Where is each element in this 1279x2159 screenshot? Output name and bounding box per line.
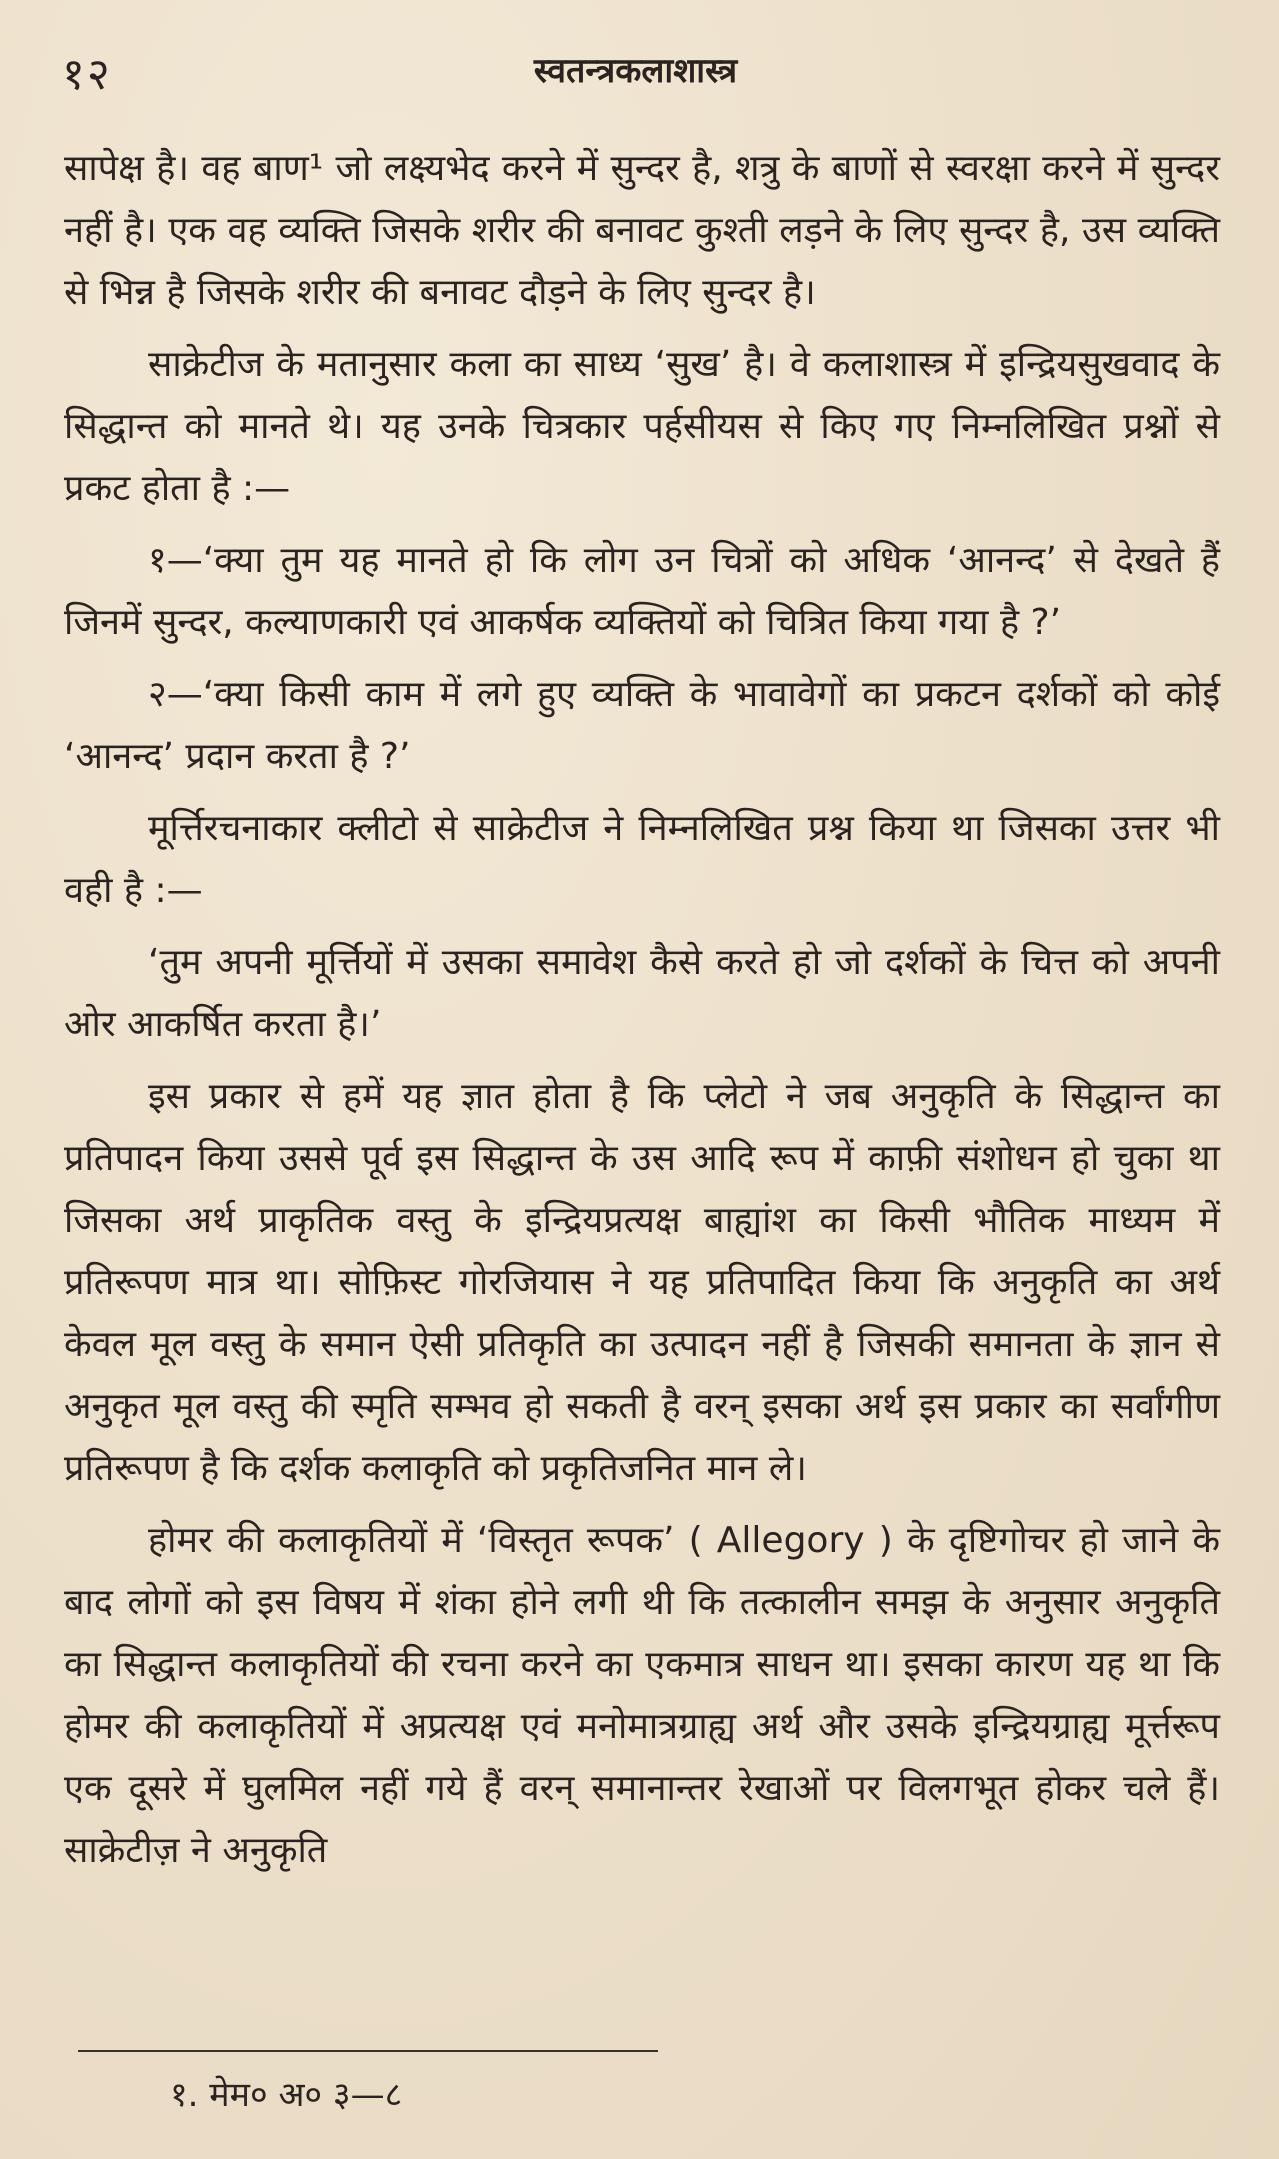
page-number: १२	[62, 49, 112, 100]
paragraph-4: इस प्रकार से हमें यह ज्ञात होता है कि प्लेटो ने जब अनुकृति के सिद्धान्त का प्रतिपादन किया उससे पूर्व इस सिद्धान्त के उस आदि रूप में काफ़ी संशोधन हो चुका था जिसका अर्थ प्राकृतिक वस्तु के इन्द्रियप्रत्यक्ष बाह्यांश का किसी भौतिक माध्यम में प्रतिरूपण मात्र था। सोफ़िस्ट गोरजियास ने यह प्रतिपादित किया कि अनुकृति का अर्थ केवल मूल वस्तु के समान ऐसी प्रतिकृति का उत्पादन नहीं है जिसकी समानता के ज्ञान से अनुकृत मूल वस्तु की स्मृति सम्भव हो सकती है वरन् इसका अर्थ इस प्रकार का सर्वांगीण प्रतिरूपण है कि दर्शक कलाकृति को प्रकृतिजनित मान ले।	[64, 1076, 1220, 1489]
footnote: १. मेम० अ० ३—८	[170, 2075, 403, 2115]
footnote-divider	[78, 2050, 658, 2052]
question-2: २—‘क्या किसी काम में लगे हुए व्यक्ति के भावावेगों का प्रकटन दर्शकों को कोई ‘आनन्द’ प्रदान करता है ?’	[64, 674, 1220, 777]
paragraph-1: सापेक्ष है। वह बाण¹ जो लक्ष्यभेद करने में सुन्दर है, शत्रु के बाणों से स्वरक्षा करने में सुन्दर नहीं है। एक वह व्यक्ति जिसके शरीर की बनावट कुश्ती लड़ने के लिए सुन्दर है, उस व्यक्ति से भिन्न है जिसके शरीर की बनावट दौड़ने के लिए सुन्दर है।	[64, 148, 1220, 313]
page-header	[62, 42, 1209, 102]
body-text	[64, 138, 1220, 1892]
paragraph-2: साक्रेटीज के मतानुसार कला का साध्य ‘सुख’ है। वे कलाशास्त्र में इन्द्रियसुखवाद के सिद्धान्त को मानते थे। यह उनके चित्रकार पर्हसीयस से किए गए निम्नलिखित प्रश्नों से प्रकट होता है :—	[64, 344, 1220, 509]
running-head: स्वतन्त्रकलाशास्त्र	[533, 51, 738, 91]
quotation: ‘तुम अपनी मूर्त्तियों में उसका समावेश कैसे करते हो जो दर्शकों के चित्त को अपनी ओर आकर्षित करता है।’	[64, 942, 1220, 1045]
paragraph-5: होमर की कलाकृतियों में ‘विस्तृत रूपक’ ( Allegory ) के दृष्टिगोचर हो जाने के बाद लोगों को इस विषय में शंका होने लगी थी कि तत्कालीन समझ के अनुसार अनुकृति का सिद्धान्त कलाकृतियों की रचना करने का एकमात्र साधन था। इसका कारण यह था कि होमर की कलाकृतियों में अप्रत्यक्ष एवं मनोमात्रग्राह्य अर्थ और उसके इन्द्रियग्राह्य मूर्त्तरूप एक दूसरे में घुलमिल नहीं गये हैं वरन् समानान्तर रेखाओं पर विलगभूत होकर चले हैं। साक्रेटीज़ ने अनुकृति	[64, 1520, 1220, 1871]
paragraph-3: मूर्त्तिरचनाकार क्लीटो से साक्रेटीज ने निम्नलिखित प्रश्न किया था जिसका उत्तर भी वही है :—	[64, 808, 1220, 911]
question-1: १—‘क्या तुम यह मानते हो कि लोग उन चित्रों को अधिक ‘आनन्द’ से देखते हैं जिनमें सुन्दर, कल्याणकारी एवं आकर्षक व्यक्तियों को चित्रित किया गया है ?’	[64, 540, 1220, 643]
